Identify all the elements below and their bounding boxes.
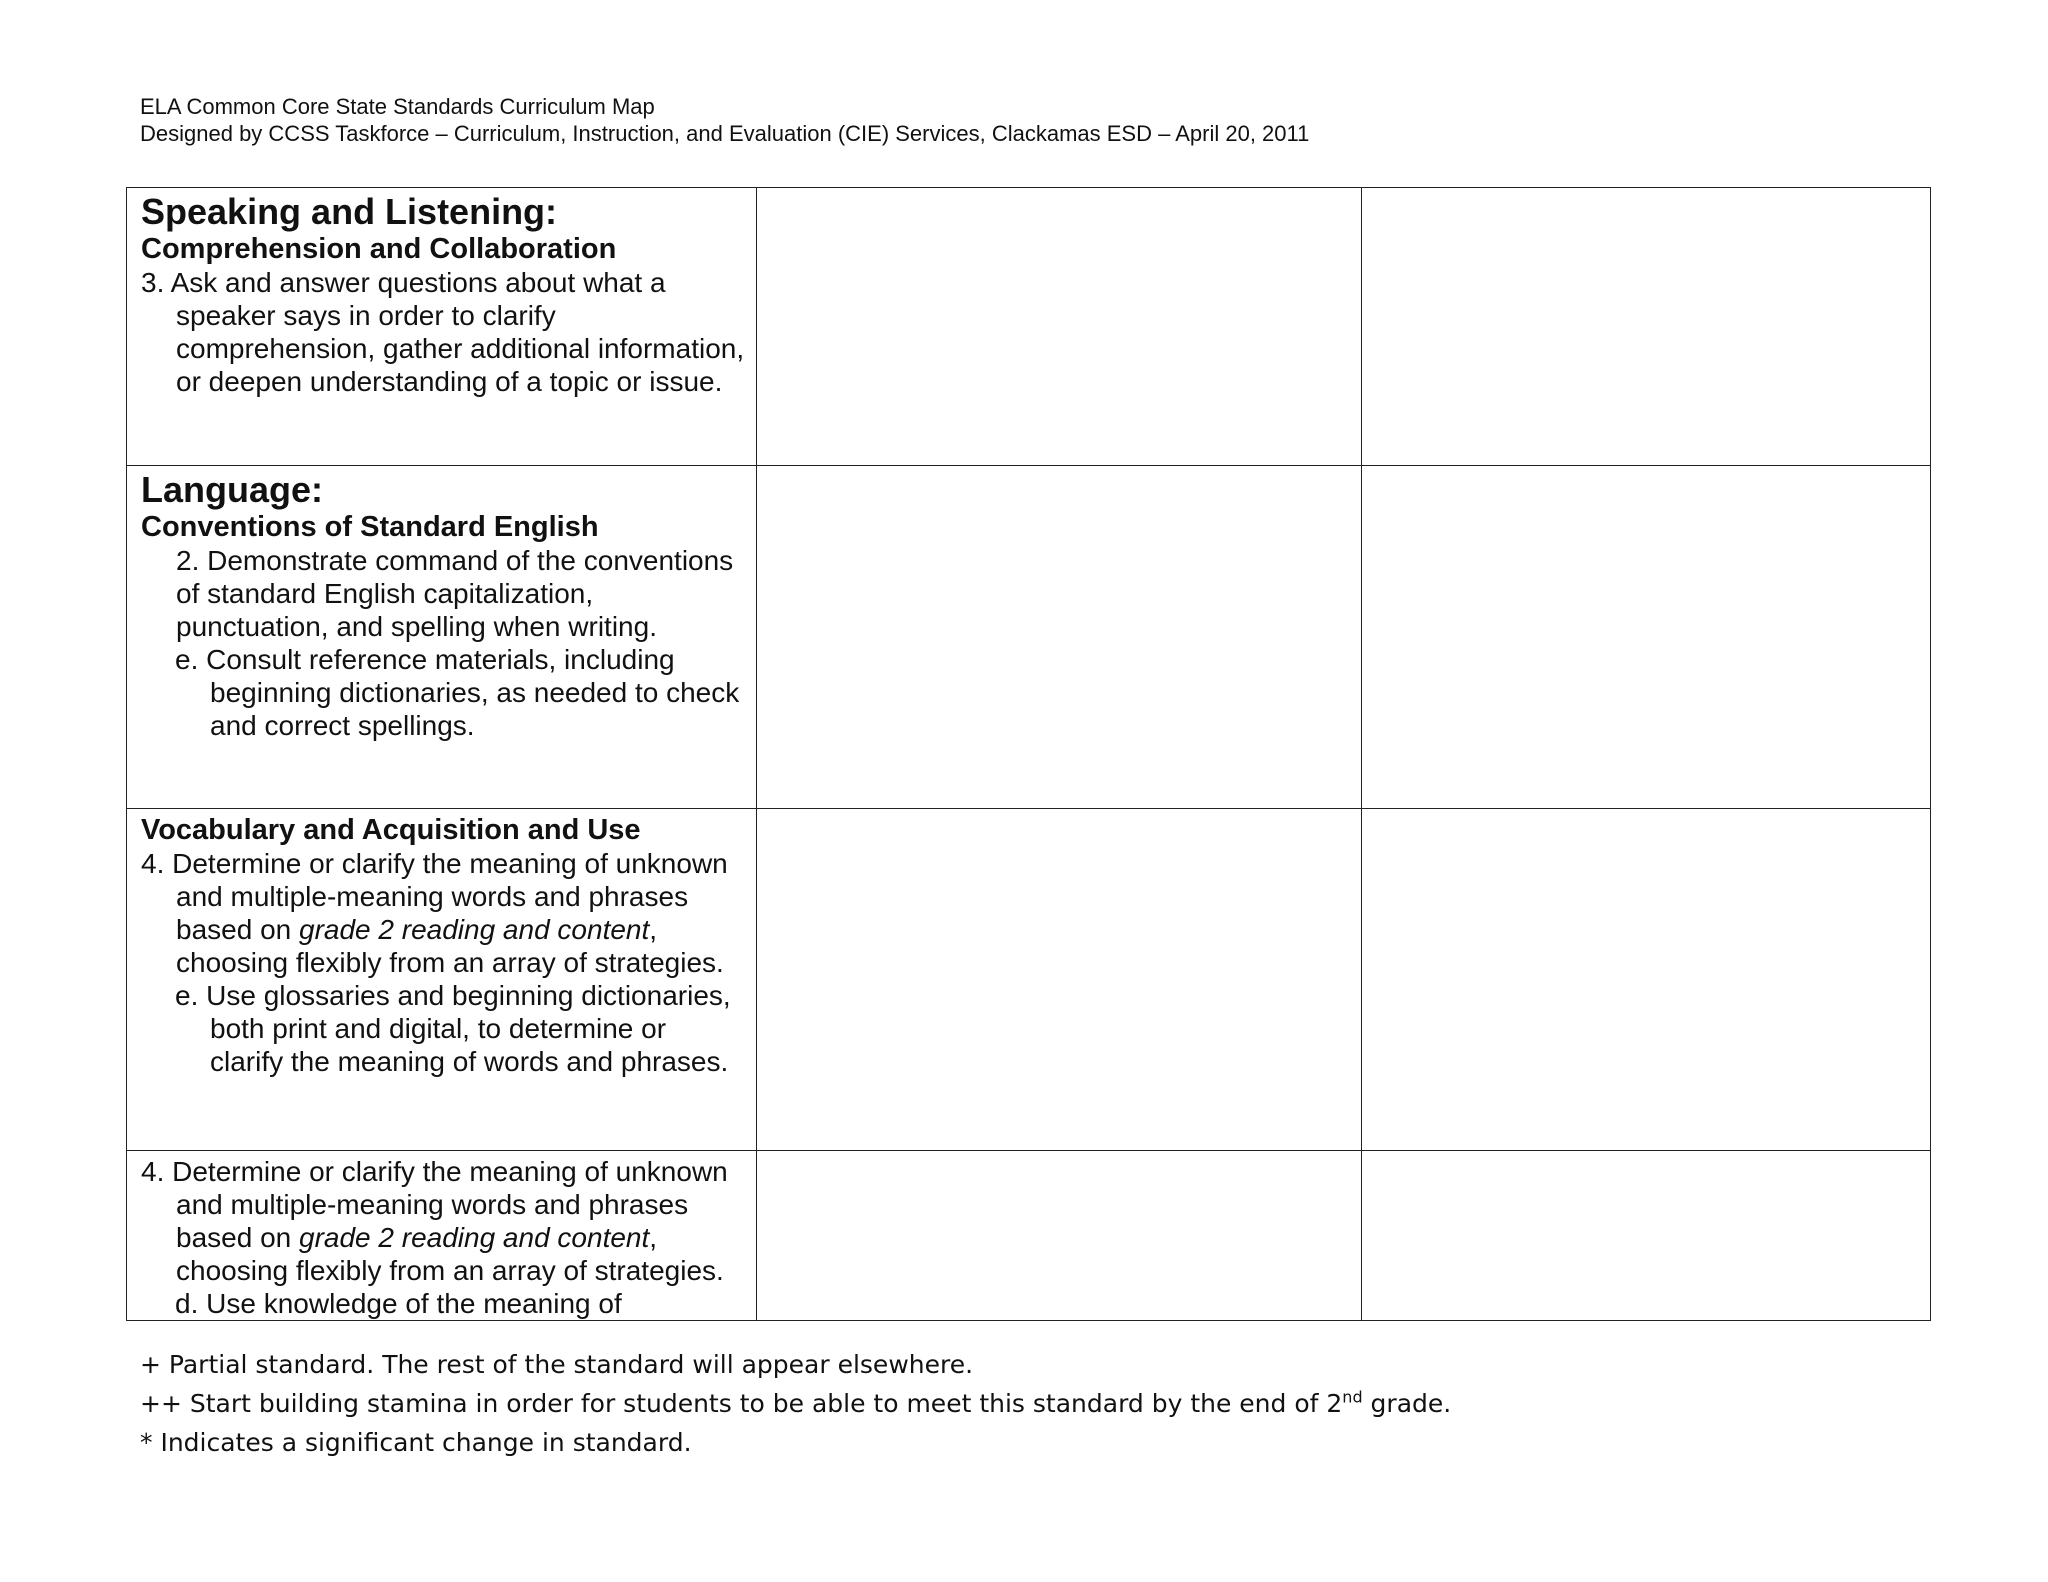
footnote-partial: + Partial standard. The rest of the standard will appear elsewhere. (140, 1350, 974, 1379)
standard-cell (127, 809, 757, 1151)
cluster-heading: Conventions of Standard English (141, 511, 599, 543)
standard-text-start: 4. Determine or clarify the meaning of unknown and multiple-meaning words and phrases based on (141, 1156, 728, 1253)
footnote-stamina-end: grade. (1362, 1389, 1452, 1418)
footnote-change: * Indicates a significant change in standard. (140, 1428, 692, 1457)
sub-standard-text: d. Use knowledge of the meaning of (175, 1288, 622, 1319)
empty-cell (757, 188, 1362, 466)
empty-cell (757, 466, 1362, 809)
cluster-heading: Vocabulary and Acquisition and Use (141, 814, 641, 846)
empty-cell (1362, 1151, 1931, 1321)
standard-cell (127, 188, 757, 466)
standard-cell (127, 1151, 757, 1321)
standard-text: 2. Demonstrate command of the conventions of standard English capitalization, punctuation, and spelling when writing. (176, 545, 734, 642)
standard-text-emphasis: grade 2 reading and content (299, 1222, 650, 1253)
empty-cell (757, 1151, 1362, 1321)
table-row (127, 188, 1931, 466)
standard-text-end: , choosing flexibly from an array of strategies. (176, 1222, 724, 1286)
standard-text-start: 4. Determine or clarify the meaning of unknown and multiple-meaning words and phrases based on (141, 848, 728, 945)
domain-heading: Speaking and Listening: (141, 191, 558, 232)
empty-cell (757, 809, 1362, 1151)
table-row (127, 466, 1931, 809)
sub-standard-text: e. Use glossaries and beginning dictionaries, both print and digital, to determine or clarify the meaning of words and phrases. (175, 980, 731, 1077)
document-header (140, 93, 1309, 147)
empty-cell (1362, 809, 1931, 1151)
empty-cell (1362, 188, 1931, 466)
footnote-stamina-ordinal: nd (1342, 1387, 1363, 1407)
standard-cell (127, 466, 757, 809)
footnote-stamina-text: ++ Start building stamina in order for students to be able to meet this standard by the end of 2 (140, 1389, 1343, 1418)
curriculum-map-table (126, 187, 1931, 1321)
sub-standard-text: e. Consult reference materials, including beginning dictionaries, as needed to check and correct spellings. (175, 644, 740, 741)
standard-text-emphasis: grade 2 reading and content (299, 914, 650, 945)
empty-cell (1362, 466, 1931, 809)
header-credit: Designed by CCSS Taskforce – Curriculum, Instruction, and Evaluation (CIE) Services, Clackamas ESD – April 20, 2011 (140, 121, 1310, 146)
header-title: ELA Common Core State Standards Curriculum Map (140, 94, 655, 119)
footnotes (140, 1345, 1451, 1462)
domain-heading: Language: (141, 469, 324, 510)
standard-text (141, 1155, 746, 1287)
standard-text-end: , choosing flexibly from an array of strategies. (176, 914, 724, 978)
standard-text (141, 847, 746, 979)
footnote-stamina (140, 1384, 1451, 1423)
standard-text: 3. Ask and answer questions about what a speaker says in order to clarify comprehension, gather additional information, or deepen understanding of a topic or issue. (141, 267, 745, 397)
table-row (127, 809, 1931, 1151)
cluster-heading: Comprehension and Collaboration (141, 233, 617, 265)
table-row (127, 1151, 1931, 1321)
